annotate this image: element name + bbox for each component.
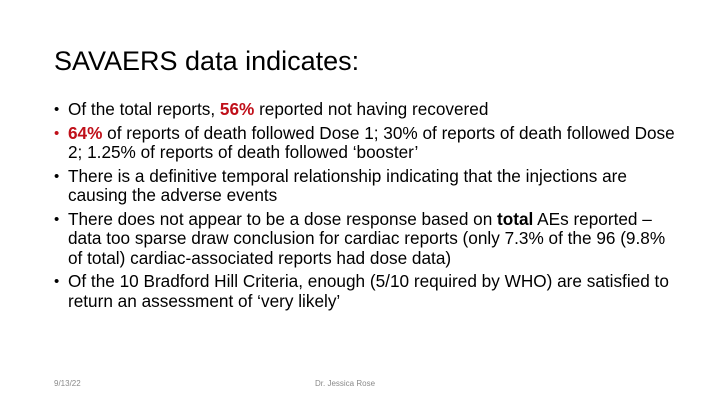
bullet-dose-response [54,210,678,269]
highlight-value: 64% [68,122,103,143]
bullet-bradford-hill [54,272,678,311]
bullet-text: Of the total reports, [68,99,220,119]
bullet-deaths-by-dose [54,124,678,163]
bullet-list [54,100,678,315]
bullet-recovery [54,100,678,120]
bullet-text: There is a definitive temporal relationship indicating that the injections are causing the adverse events [68,165,627,205]
slide-title: SAVAERS data indicates: [54,46,360,76]
highlight-value: 56% [219,99,255,119]
bullet-text: There does not appear to be a dose response based on [68,208,498,229]
bullet-dot-icon: • [54,167,60,185]
bullet-dot-icon: • [54,273,60,290]
footer-date: 9/13/22 [54,379,81,388]
bullet-text: Of the 10 Bradford Hill Criteria, enough (5/10 required by WHO) are satisfied to return an assessment of ‘very likely’ [68,271,669,311]
bullet-text: AEs reported – data too sparse draw conclusion for cardiac reports (only 7.3% of the 96 (9.8% of total) cardiac-associated reports had dose data) [68,208,666,268]
bullet-text: reported not having recovered [254,99,489,119]
bullet-dot-icon: • [54,101,60,118]
bullet-temporal-relationship [54,167,678,206]
bullet-text: of reports of death followed Dose 1; 30% of reports of death followed Dose 2; 1.25% of reports of death followed ‘booster’ [68,122,675,162]
bullet-dot-icon: • [54,124,60,142]
bullet-dot-icon: • [54,210,60,228]
emphasis-text: total [497,208,534,229]
footer-author: Dr. Jessica Rose [315,379,376,388]
